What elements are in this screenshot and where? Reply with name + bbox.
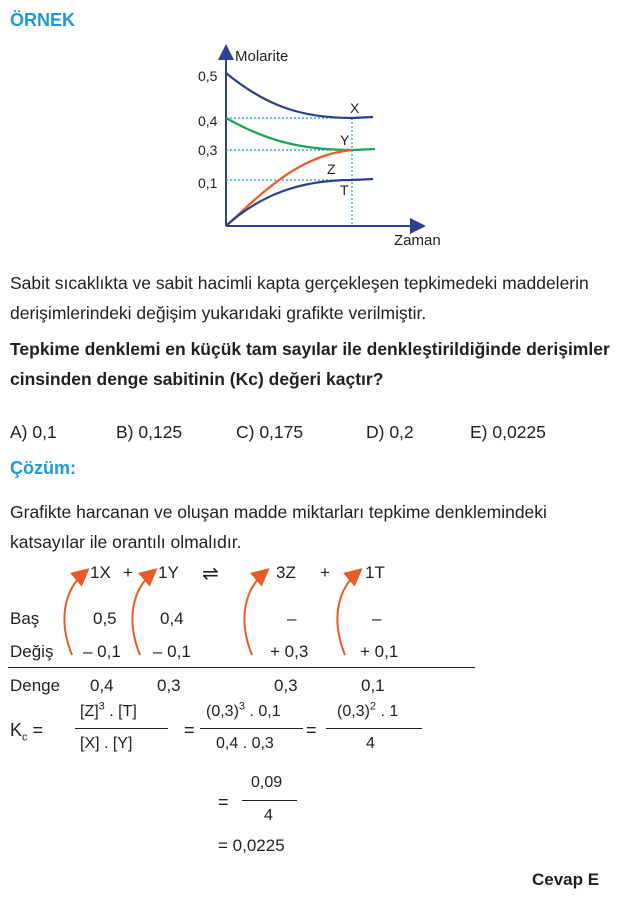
row-label-denge: Denge (10, 676, 61, 695)
bas-y: 0,4 (160, 609, 184, 628)
example-heading: ÖRNEK (10, 10, 76, 30)
eq-product-t: 1T (365, 563, 385, 582)
arrow-icon (132, 572, 153, 655)
y-axis-label: Molarite (235, 48, 289, 65)
option-c: C) 0,175 (236, 422, 304, 442)
bas-t: – (372, 609, 382, 628)
denge-y: 0,3 (157, 676, 181, 695)
kc-numerator-1: $[Z]^3$ . [T] (80, 700, 137, 720)
fraction-bar (326, 728, 422, 729)
row-label-degis: Değiş (10, 642, 54, 661)
degis-z: + 0,3 (270, 642, 309, 661)
equals-sign: = (184, 720, 195, 740)
kc-numerator-3: $(0,3)^2$ . 1 (337, 700, 399, 720)
eq-plus: + (320, 563, 330, 582)
y-tick: 0,1 (198, 175, 218, 191)
eq-product-z: 3Z (276, 563, 296, 582)
fraction-bar (75, 728, 168, 729)
kc-numerator-4: 0,09 (251, 774, 283, 791)
kc-denominator-3: 4 (366, 735, 375, 752)
denge-x: 0,4 (90, 676, 114, 695)
bas-z: – (287, 609, 297, 628)
arrow-icon (244, 572, 265, 655)
fraction-bar (200, 728, 303, 729)
equals-sign: = (218, 792, 229, 812)
kc-numerator-2: $(0,3)^3$ . 0,1 (206, 700, 281, 720)
answer-label: Cevap E (532, 870, 600, 889)
example-paragraph: Sabit sıcaklıkta ve sabit hacimli kapta gerçekleşen tepkimedeki maddelerin derişimlerindeki değişim yukarıdaki grafikte verilmiştir. (10, 273, 589, 323)
option-b: B) 0,125 (116, 422, 183, 442)
curve-label-t: T (340, 182, 349, 198)
degis-x: – 0,1 (83, 642, 121, 661)
fraction-bar (242, 800, 297, 801)
option-d: D) 0,2 (366, 422, 414, 442)
y-tick: 0,5 (198, 68, 218, 84)
table-divider (8, 667, 475, 668)
eq-plus: + (123, 563, 133, 582)
eq-reactant-x: 1X (90, 563, 111, 582)
solution-paragraph: Grafikte harcanan ve oluşan madde miktarları tepkime denklemindeki katsayılar ile orantılı olmalıdır. (10, 502, 547, 552)
curve-y (226, 118, 375, 150)
x-axis-label: Zaman (394, 232, 441, 249)
arrow-icon (64, 572, 85, 655)
y-tick: 0,4 (198, 113, 218, 129)
y-tick: 0,3 (198, 142, 218, 158)
bas-x: 0,5 (93, 609, 117, 628)
curve-label-x: X (350, 100, 360, 116)
example-question: Tepkime denklemi en küçük tam sayılar ile denkleştirildiğinde derişimler cinsinden denge sabitinin (Kc) değeri kaçtır? (10, 339, 610, 389)
denge-z: 0,3 (274, 676, 298, 695)
option-a: A) 0,1 (10, 422, 57, 442)
curve-t (226, 179, 373, 226)
option-e: E) 0,0225 (470, 422, 546, 442)
degis-t: + 0,1 (360, 642, 399, 661)
solution-heading: Çözüm: (10, 458, 76, 478)
denge-t: 0,1 (361, 676, 385, 695)
kc-denominator-2: 0,4 . 0,3 (216, 735, 274, 752)
curve-label-y: Y (340, 132, 350, 148)
row-label-bas: Baş (10, 609, 40, 628)
equals-sign: = (306, 720, 317, 740)
kc-result: = 0,0225 (218, 836, 285, 855)
kc-label: $K_c$ = (10, 720, 44, 744)
concentration-graph (190, 40, 460, 255)
curve-label-z: Z (327, 161, 336, 177)
kc-denominator-4: 4 (264, 807, 273, 824)
degis-y: – 0,1 (153, 642, 191, 661)
kc-denominator-1: [X] . [Y] (80, 735, 133, 752)
equilibrium-arrow-icon: ⇌ (202, 563, 219, 585)
arrow-icon (337, 572, 358, 655)
eq-reactant-y: 1Y (158, 563, 179, 582)
